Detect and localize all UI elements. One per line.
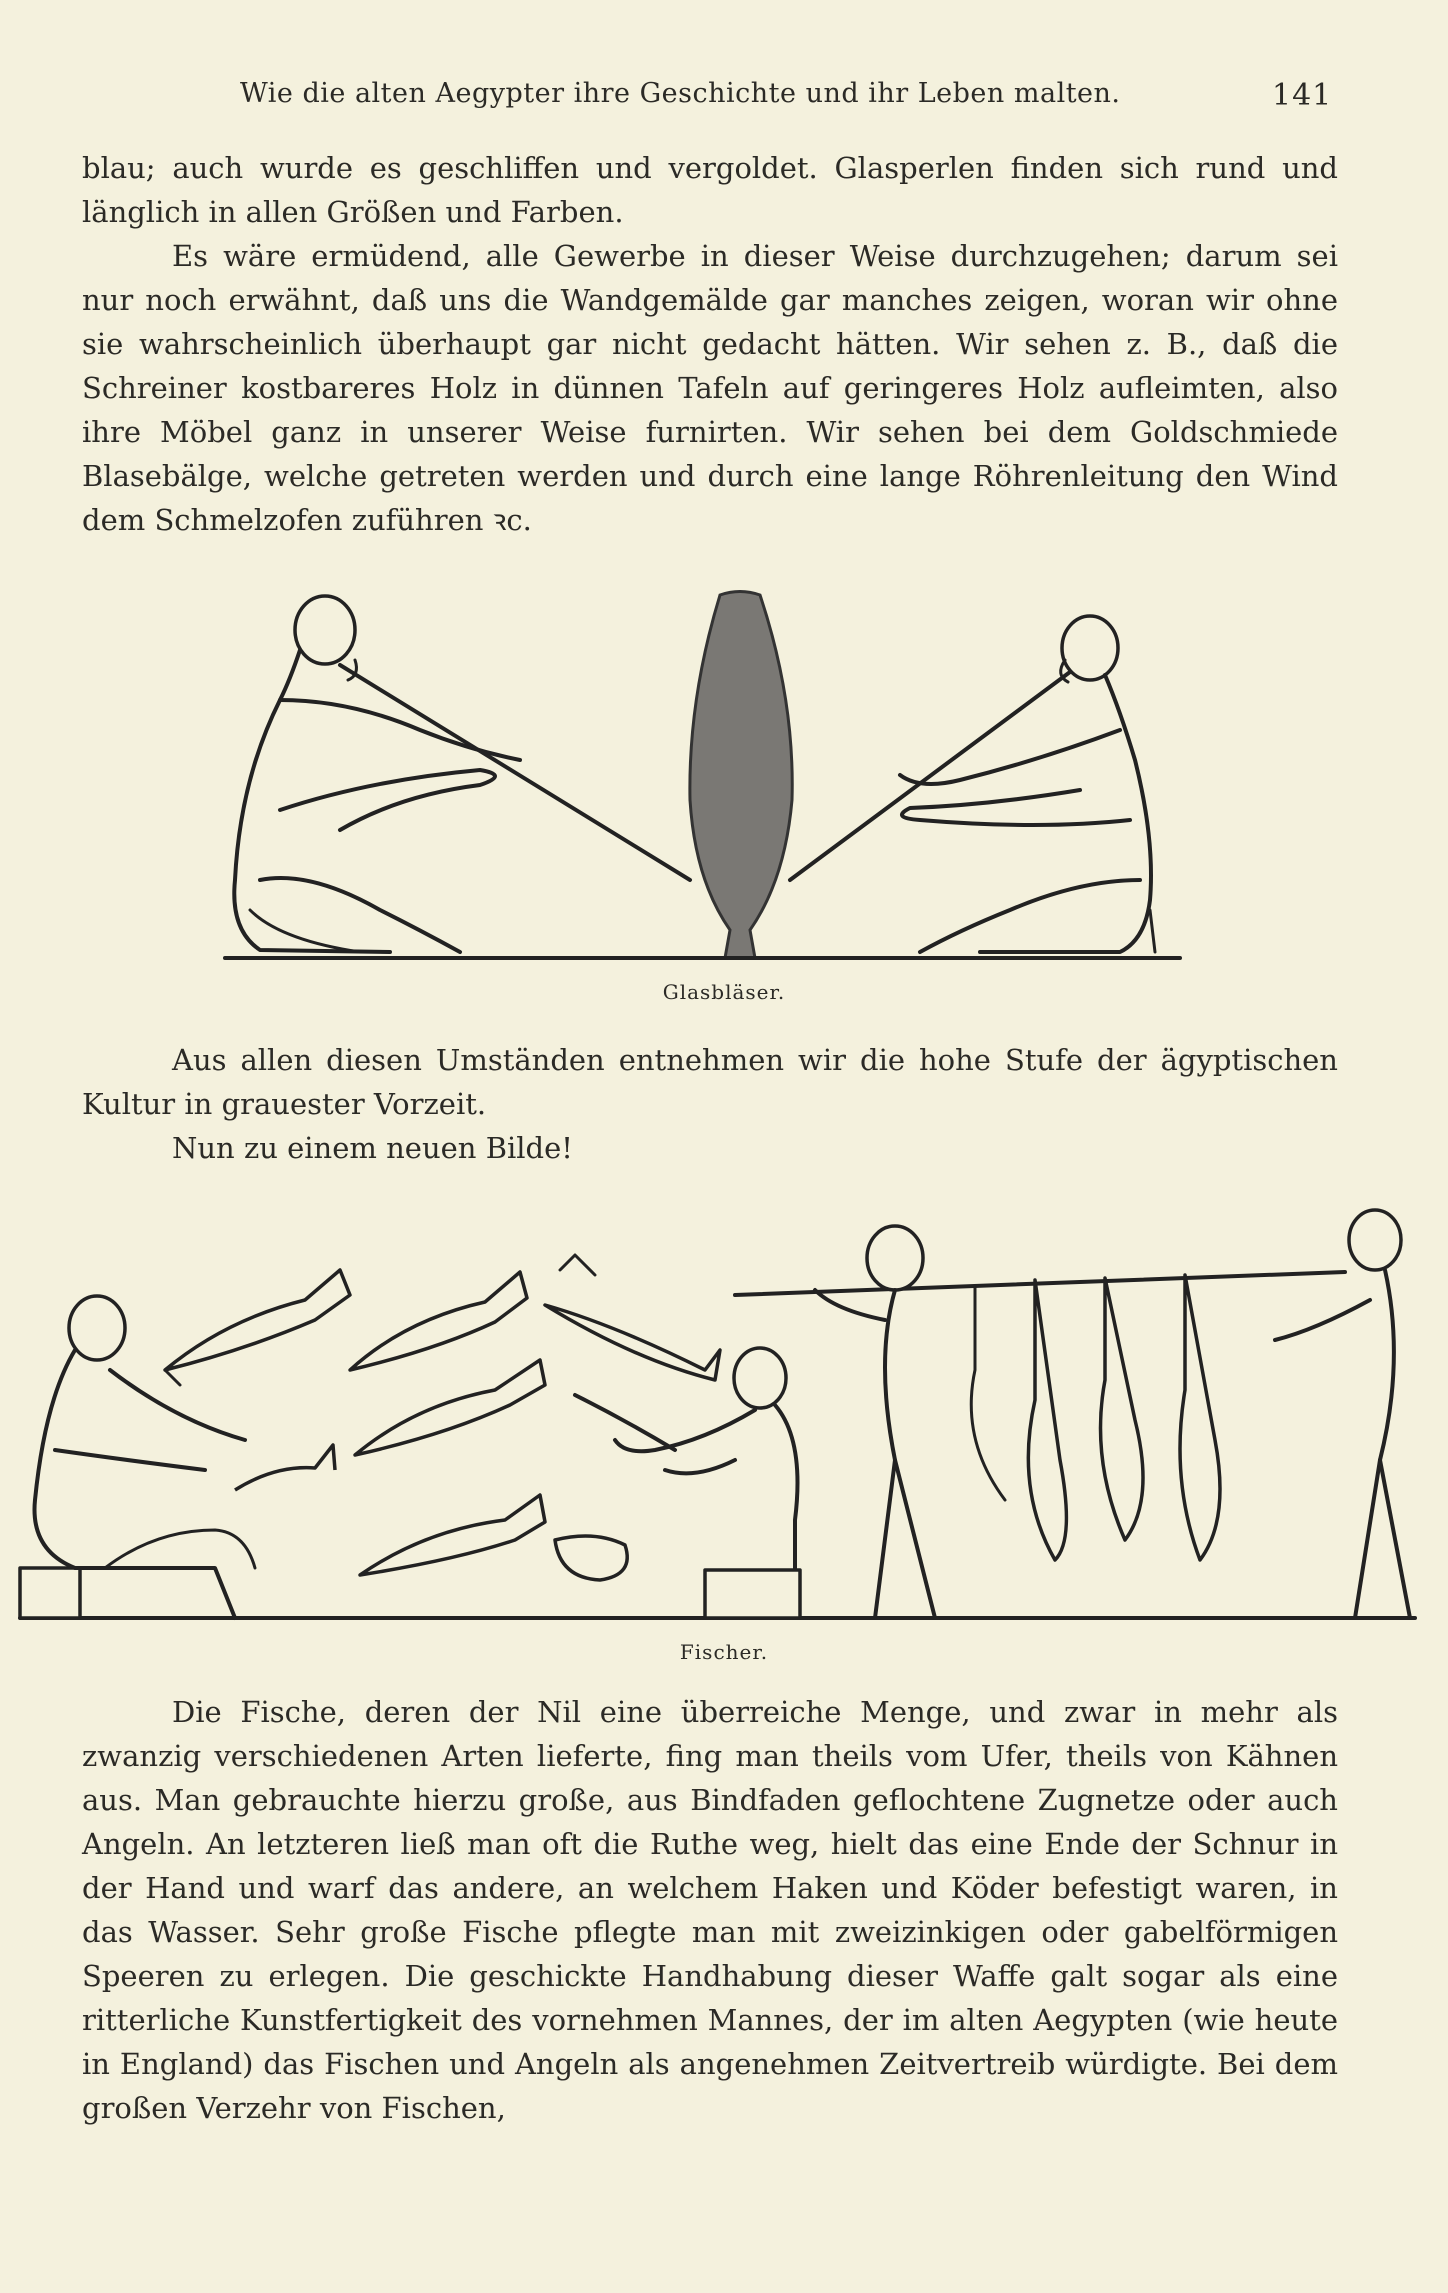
left-glassblower-figure <box>234 596 690 952</box>
paragraph: Aus allen diesen Umständen entnehmen wir die hohe Stufe der ägyptischen Kultur in grauester Vorzeit. <box>82 1043 1338 1121</box>
page-number: 141 <box>1272 78 1333 113</box>
glassblowers-illustration <box>220 580 1200 970</box>
text-block-bottom <box>82 1690 1338 2130</box>
right-glassblower-figure <box>790 616 1155 952</box>
carriers-with-pole <box>735 1210 1410 1618</box>
figure-caption-glassblowers: Glasbläser. <box>662 980 786 1004</box>
paragraph: Es wäre ermüdend, alle Gewerbe in dieser Weise durchzugehen; darum sei nur noch erwähnt, daß uns die Wandgemälde gar manches zeigen, woran wir ohne sie wahrscheinlich überhaupt gar nicht gedacht hätten. Wir sehen z. B., daß die Schreiner kostbareres Holz in dünnen Tafeln auf geringeres Holz aufleimten, also ihre Möbel ganz in unserer Weise furnirten. Wir sehen bei dem Goldschmiede Blasebälge, welche getreten werden und durch eine lange Röhrenleitung den Wind dem Schmelzofen zuführen ꝛc. <box>82 239 1338 537</box>
split-fish-group <box>165 1255 720 1580</box>
seated-fisherman-middle <box>615 1348 800 1618</box>
paragraph: blau; auch wurde es geschliffen und vergoldet. Glasperlen finden sich rund und länglich in allen Größen und Farben. <box>82 151 1338 229</box>
paragraph: Die Fische, deren der Nil eine überreiche Menge, und zwar in mehr als zwanzig verschiedenen Arten lieferte, fing man theils vom Ufer, theils von Kähnen aus. Man gebrauchte hierzu große, aus Bindfaden geflochtene Zugnetze oder auch Angeln. An letzteren ließ man oft die Ruthe weg, hielt das eine Ende der Schnur in der Hand und warf das andere, an welchem Haken und Köder befestigt waren, in das Wasser. Sehr große Fische pflegte man mit zweizinkigen oder gabelförmigen Speeren zu erlegen. Die geschickte Handhabung dieser Waffe galt sogar als eine ritterliche Kunstfertigkeit des vornehmen Mannes, der im alten Aegypten (wie heute in England) das Fischen und Angeln als angenehmen Zeitvertreib würdigte. Bei dem großen Verzehr von Fischen, <box>82 1695 1338 2125</box>
paragraph: Nun zu einem neuen Bilde! <box>172 1131 573 1165</box>
figure-caption-fishermen: Fischer. <box>679 1640 769 1664</box>
running-title: Wie die alten Aegypter ihre Geschichte und ihr Leben malten. <box>240 78 1121 109</box>
fishermen-illustration <box>15 1200 1435 1630</box>
furnace-shape <box>690 592 792 959</box>
text-block-top <box>82 146 1338 542</box>
text-block-middle <box>82 1038 1338 1170</box>
